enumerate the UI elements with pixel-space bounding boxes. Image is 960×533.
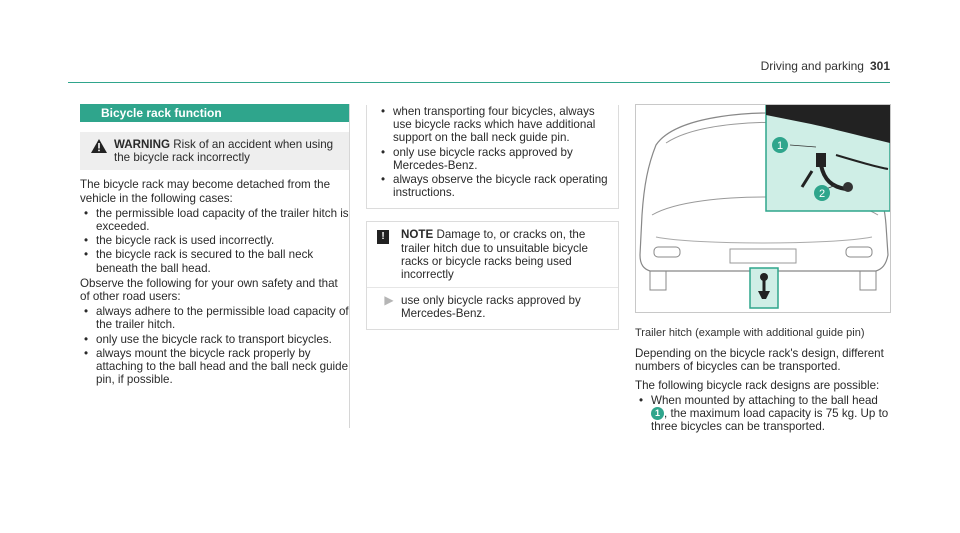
- note-action: [367, 287, 618, 328]
- list-item: • only use the bicycle rack to transport bicycles.: [80, 333, 349, 346]
- callout-1: 1: [776, 140, 784, 152]
- arrow-right-icon: ▶: [384, 293, 394, 308]
- column-middle: [366, 104, 619, 330]
- column-divider: [349, 104, 350, 428]
- note-box: [366, 221, 619, 329]
- trailer-hitch-illustration: [635, 104, 891, 313]
- callout-badge-1: 1: [651, 407, 664, 420]
- warning-body: [80, 170, 349, 395]
- warning-rules-continued-list: [377, 105, 608, 199]
- page-header: [761, 59, 890, 73]
- warning-cases-list: [80, 207, 349, 275]
- warning-header: [80, 132, 349, 170]
- list-item: • only use bicycle racks approved by Mercedes-Benz.: [377, 146, 608, 172]
- list-item: • the permissible load capacity of the trailer hitch is exceeded.: [80, 207, 349, 233]
- car-rear-drawing: [636, 105, 890, 312]
- list-item: • the bicycle rack is secured to the ball neck beneath the ball head.: [80, 248, 349, 274]
- section-title: Bicycle rack function: [80, 104, 349, 122]
- exclamation-icon: !: [377, 230, 389, 244]
- body-para-2: The following bicycle rack designs are possible:: [635, 378, 880, 392]
- warning-icon: [90, 138, 114, 164]
- note-label: NOTE: [401, 228, 434, 242]
- warning-continued-box: [366, 105, 619, 209]
- column-left: [80, 104, 349, 395]
- column-right: [635, 104, 891, 435]
- warning-intro: The bicycle rack may become detached from the vehicle in the following cases:: [80, 178, 331, 205]
- body-para-1: Depending on the bicycle rack's design, different numbers of bicycles can be transported.: [635, 347, 884, 374]
- warning-observe: Observe the following for your own safety and that of other road users:: [80, 276, 338, 304]
- warning-text: Risk of an accident when using the bicycle rack incorrectly: [114, 138, 334, 165]
- list-item: • always mount the bicycle rack properly by attaching to the ball head and the ball neck guide pin, if possible.: [80, 347, 349, 387]
- section-name: Driving and parking: [760, 59, 864, 73]
- warning-label: WARNING: [114, 138, 171, 151]
- list-item: [635, 394, 891, 434]
- warning-box: [80, 132, 349, 395]
- design-list: [635, 394, 891, 434]
- bullet-text: When mounted by attaching to the ball head: [651, 393, 878, 407]
- bullet-text-cont: , the maximum load capacity is 75 kg. Up to three bicycles can be transported.: [651, 407, 889, 434]
- list-item: • the bicycle rack is used incorrectly.: [80, 234, 349, 247]
- list-item: • always observe the bicycle rack operating instructions.: [377, 173, 608, 199]
- warning-continued-body: [367, 105, 618, 208]
- list-item: • always adhere to the permissible load capacity of the trailer hitch.: [80, 305, 349, 331]
- warning-rules-list: [80, 305, 349, 386]
- page-number: 301: [869, 59, 890, 73]
- note-header: [367, 222, 618, 287]
- list-item: • when transporting four bicycles, always use bicycle racks which have additional support on the ball neck guide pin.: [377, 105, 608, 145]
- note-text: Damage to, or cracks on, the trailer hitch due to unsuitable bicycle racks or bicycle racks being used incorrectly: [401, 228, 588, 282]
- figure-caption: Trailer hitch (example with additional guide pin): [635, 327, 865, 339]
- header-rule: [68, 82, 890, 83]
- callout-2: 2: [818, 188, 826, 200]
- note-action-text: use only bicycle racks approved by Mercedes-Benz.: [401, 294, 581, 321]
